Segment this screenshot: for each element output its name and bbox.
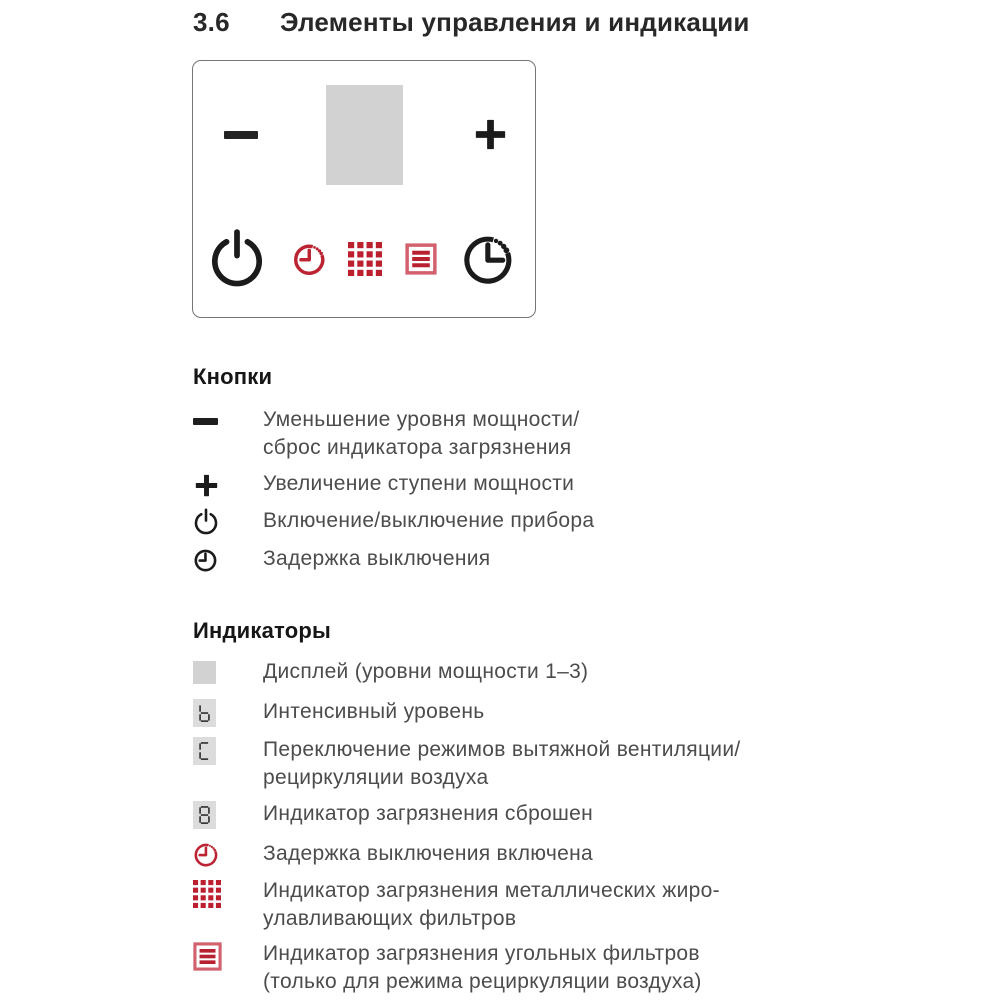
power-icon <box>193 508 219 536</box>
dot-grid-icon <box>193 880 221 908</box>
item-text: Индикатор загрязнения угольных фильтров <box>263 942 700 965</box>
list-item <box>193 470 853 504</box>
seven-segment-c-icon <box>193 737 216 765</box>
list-item <box>193 840 853 873</box>
section-title-text: Элементы управления и индикации <box>280 7 750 37</box>
item-text: рециркуляции воздуха <box>263 766 489 789</box>
control-panel-figure <box>192 60 536 318</box>
minus-icon <box>193 418 218 425</box>
list-item <box>193 507 853 541</box>
segment-glyph-c <box>198 741 211 761</box>
list-item <box>193 406 853 462</box>
plus-icon <box>193 472 220 499</box>
power-icon <box>208 228 266 290</box>
item-text: Задержка выключения <box>263 547 491 570</box>
list-item <box>193 877 853 933</box>
item-text: Переключение режимов вытяжной вентиляции/ <box>263 738 741 761</box>
item-text: Интенсивный уровень <box>263 700 485 723</box>
delay-clock-icon <box>193 547 219 573</box>
lined-square-icon <box>193 942 222 971</box>
seven-segment-b-icon <box>193 699 216 727</box>
delay-clock-red-icon <box>292 241 328 277</box>
list-item <box>193 940 853 996</box>
item-text: Задержка выключения включена <box>263 842 593 865</box>
section-number: 3.6 <box>193 7 230 37</box>
list-item <box>193 658 853 686</box>
list-item <box>193 736 853 792</box>
minus-icon <box>224 131 258 139</box>
lined-square-icon <box>405 243 437 275</box>
item-text: Увеличение ступени мощности <box>263 472 575 495</box>
segment-glyph-b <box>198 703 211 723</box>
item-text: (только для режима рециркуляции воздуха) <box>263 970 702 993</box>
item-text: сброс индикатора загрязнения <box>263 436 572 459</box>
item-text: Дисплей (уровни мощности 1–3) <box>263 660 589 683</box>
delay-clock-icon <box>461 231 517 287</box>
item-text: Индикатор загрязнения сброшен <box>263 802 594 825</box>
item-text: Уменьшение уровня мощности/ <box>263 408 580 431</box>
display-square-icon <box>193 661 216 684</box>
list-item <box>193 800 853 829</box>
list-item <box>193 545 853 578</box>
item-text: улавливающих фильтров <box>263 907 517 930</box>
delay-clock-red-icon <box>193 841 220 868</box>
list-item <box>193 698 853 727</box>
item-text: Индикатор загрязнения металлических жиро- <box>263 879 720 902</box>
power-level-display <box>326 85 403 185</box>
dot-grid-icon <box>348 242 382 276</box>
indicators-heading: Индикаторы <box>193 618 331 643</box>
section-title <box>193 7 750 38</box>
seven-segment-8-icon <box>193 801 216 829</box>
plus-icon <box>472 116 509 153</box>
item-text: Включение/выключение прибора <box>263 509 595 532</box>
segment-glyph-8 <box>198 805 211 825</box>
buttons-heading: Кнопки <box>193 364 273 389</box>
